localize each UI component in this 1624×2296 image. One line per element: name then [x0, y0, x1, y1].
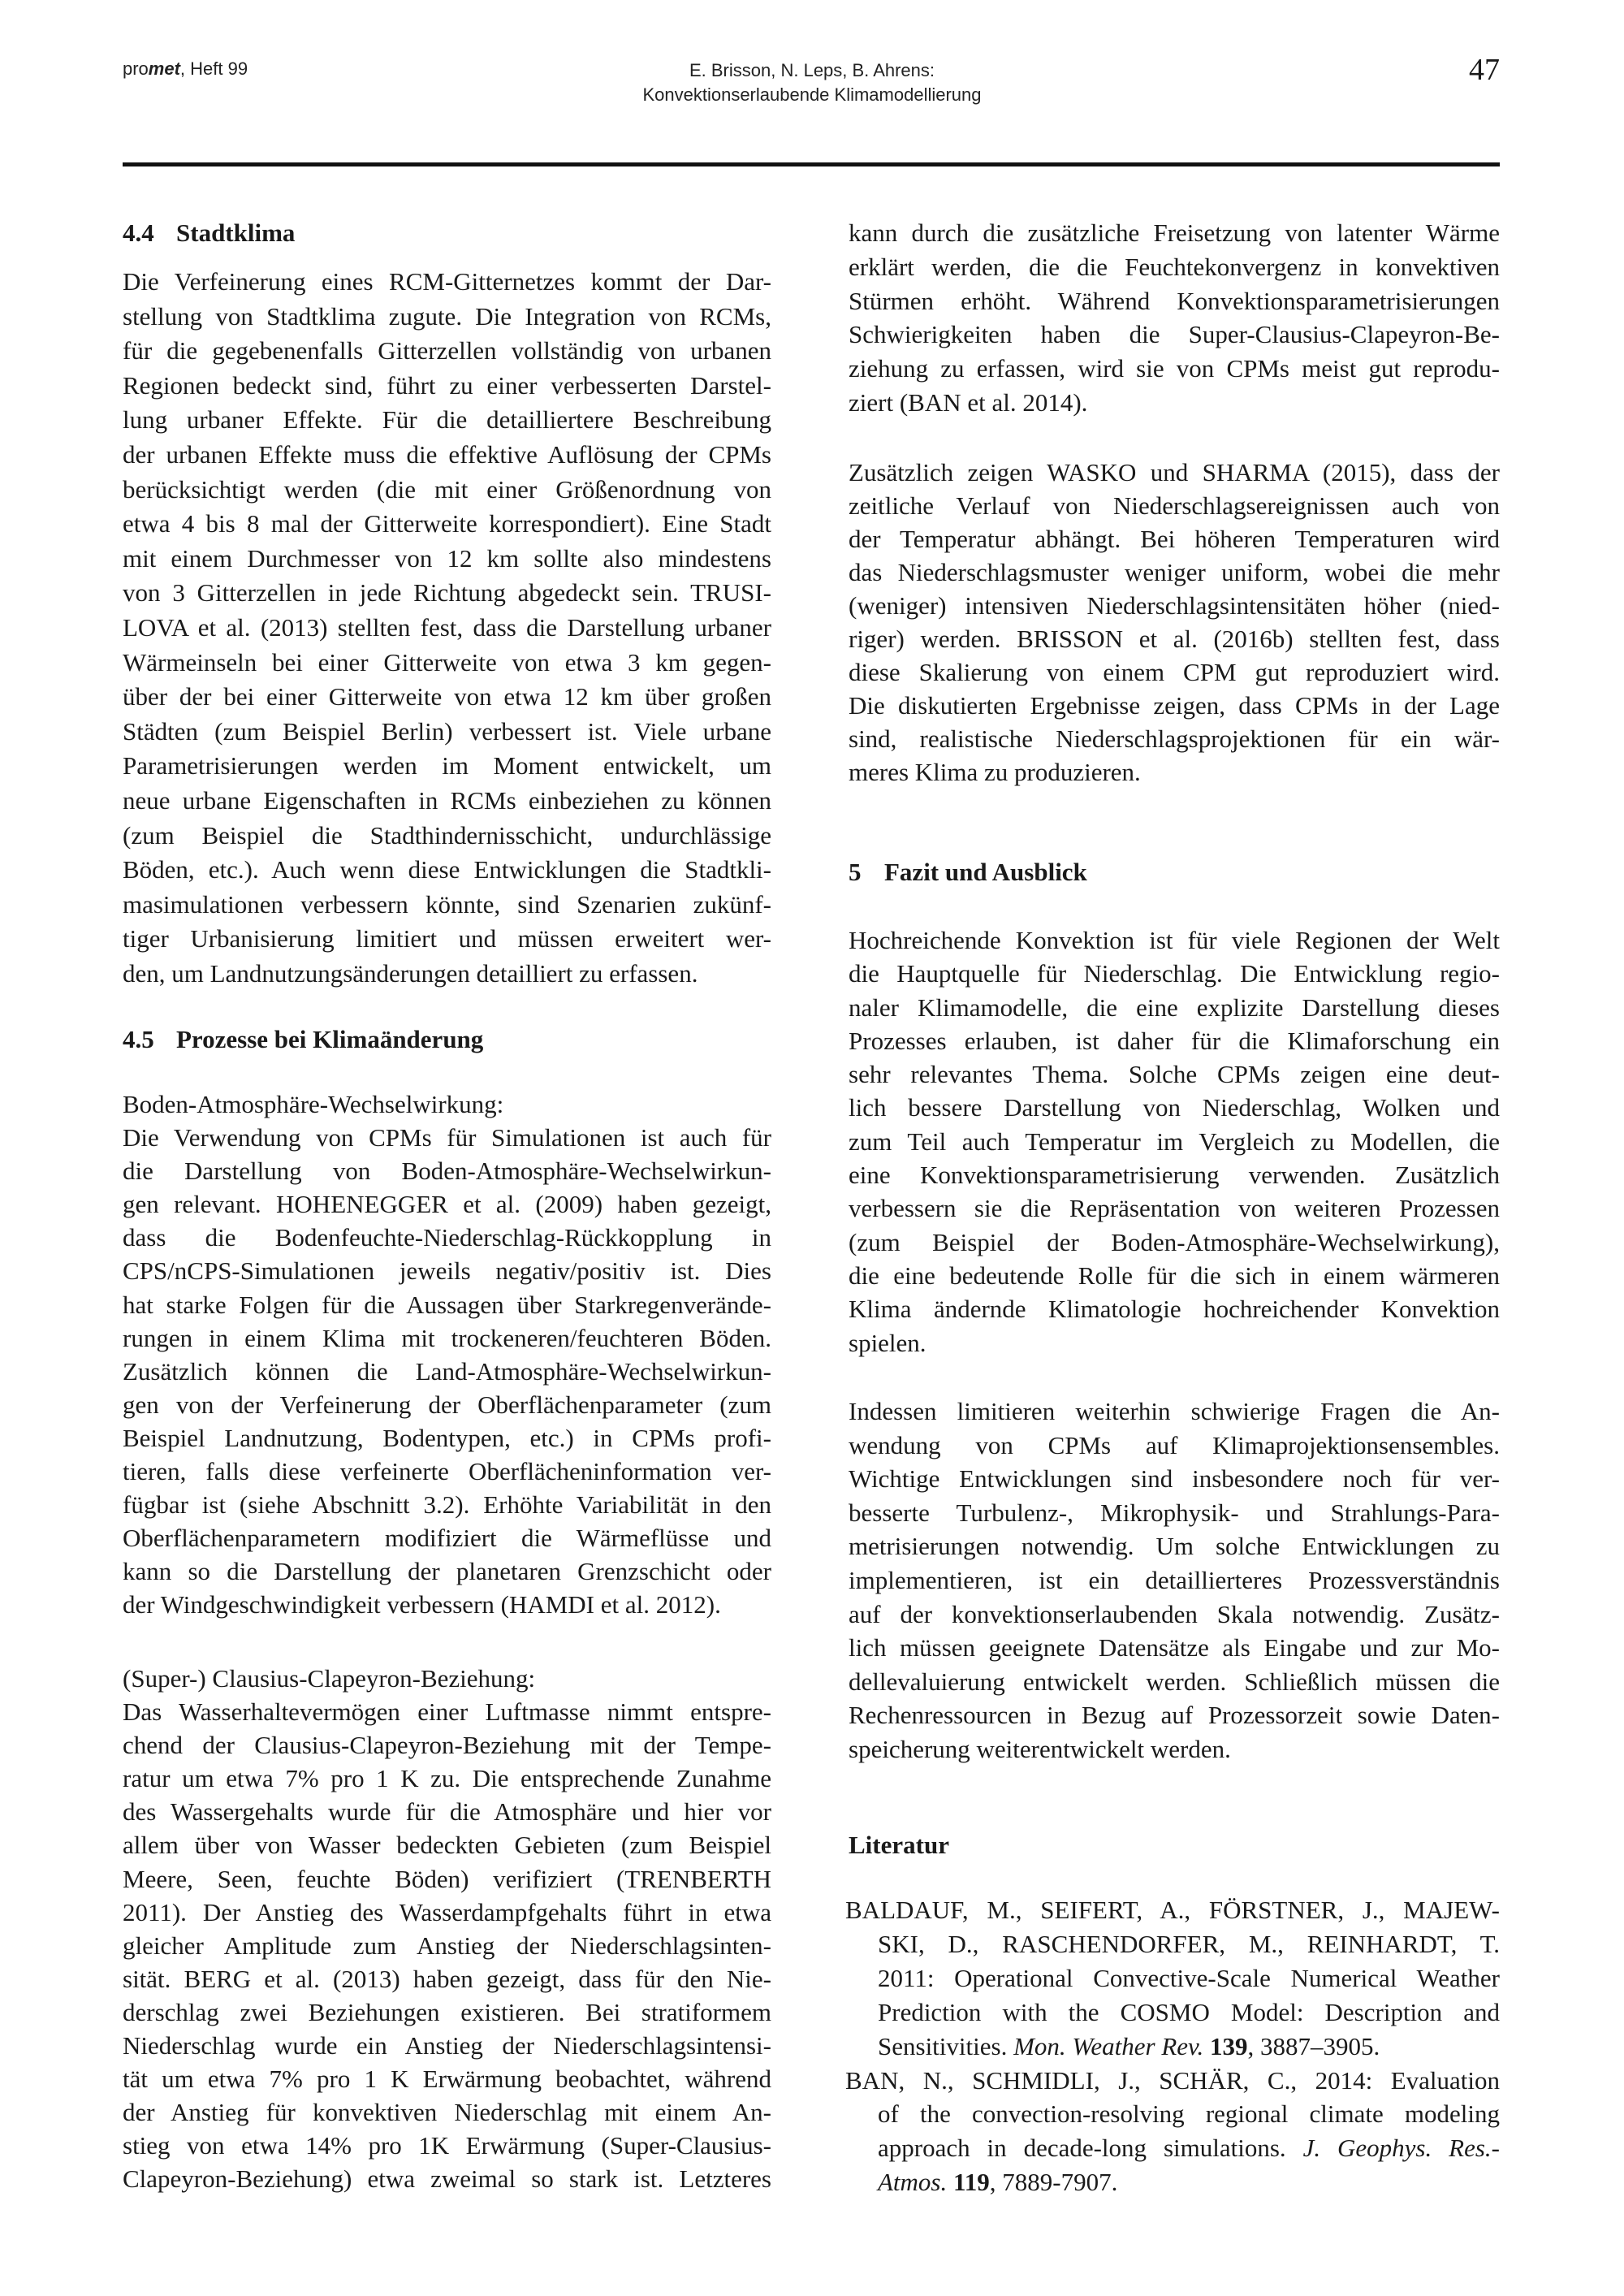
text-line: LOVA et al. (2013) stellten fest, dass die Darstellung urbaner — [123, 612, 771, 642]
text-line: diese Skalierung von einem CPM gut reproduziert wird. — [849, 658, 1500, 686]
section-title: Fazit und Ausblick — [884, 858, 1087, 886]
text-line: Die Verwendung von CPMs für Simulationen ist auch für — [123, 1123, 771, 1152]
text-line: das Niederschlagsmuster weniger uniform, wobei die mehr — [849, 558, 1500, 586]
paragraph-boden-atmosphaere — [123, 1087, 771, 1622]
text-line: Die Verfeinerung eines RCM-Gitternetzes kommt der Dar- — [123, 267, 771, 296]
reference-list — [845, 1893, 1500, 2199]
paragraph-fazit — [849, 923, 1500, 1360]
text-line: Niederschlag wurde ein Anstieg der Niederschlagsintensi- — [123, 2031, 771, 2060]
section-number: 4.5 — [123, 1025, 154, 1053]
text-line: rungen in einem Klima mit trockeneren/feuchteren Böden. — [123, 1323, 771, 1352]
reference-text: of the convection-resolving regional climate modeling — [878, 2099, 1500, 2129]
literature-heading: Literatur — [849, 1831, 949, 1859]
reference-line — [845, 2097, 1500, 2131]
text-line: tiger Urbanisierung limitiert und müssen erweitert wer- — [123, 924, 771, 953]
text-line: chend der Clausius-Clapeyron-Beziehung mit der Tempe- — [123, 1731, 771, 1760]
volume-number: 139 — [1209, 2031, 1248, 2060]
text-line: Schwierigkeiten haben die Super-Clausius-Clapeyron-Be- — [849, 320, 1500, 349]
journal-name: Mon. Weather Rev. — [1013, 2031, 1204, 2060]
text-line: Wärmeinseln bei einer Gitterweite von etwa 3 km gegen- — [123, 647, 771, 677]
text-line: gleicher Amplitude zum Anstieg der Niederschlagsinten- — [123, 1931, 771, 1960]
text-line: Regionen bedeckt sind, führt zu einer verbesserten Darstel- — [123, 370, 771, 400]
text-line: riger) werden. BRISSON et al. (2016b) stellten fest, dass — [849, 625, 1500, 653]
text-line: allem über von Wasser bedeckten Gebieten (zum Beispiel — [123, 1831, 771, 1860]
reference-text: , 3887–3905. — [1247, 2031, 1380, 2060]
text-line: hat starke Folgen für die Aussagen über Starkregenverände- — [123, 1290, 771, 1319]
text-line: Zusätzlich können die Land-Atmosphäre-Wechselwirkun- — [123, 1356, 771, 1386]
text-line: für die gegebenenfalls Gitterzellen vollständig von urbanen — [123, 336, 771, 365]
text-line: Wichtige Entwicklungen sind insbesondere noch für ver- — [849, 1464, 1500, 1494]
journal-name: J. Geophys. Res.- — [1302, 2134, 1501, 2163]
text-line: über der bei einer Gitterweite von etwa 12 km über großen — [123, 682, 771, 711]
text-line: CPS/nCPS-Simulationen jeweils negativ/positiv ist. Dies — [123, 1256, 771, 1286]
text-line: Meere, Seen, feuchte Böden) verifiziert (TRENBERTH — [123, 1864, 771, 1893]
reference-text: , 7889-7907. — [989, 2168, 1118, 2197]
text-line: sind, realistische Niederschlagsprojektionen für ein wär- — [849, 724, 1500, 753]
journal-prefix: pro — [123, 58, 149, 79]
text-line: sität. BERG et al. (2013) haben gezeigt, dass für den Nie- — [123, 1964, 771, 1993]
text-line: lung urbaner Effekte. Für die detailliertere Beschreibung — [123, 405, 771, 435]
reference-line — [845, 2131, 1500, 2165]
reference-text: Prediction with the COSMO Model: Description and — [878, 1997, 1500, 2026]
text-line: speicherung weiterentwickelt werden. — [849, 1734, 1231, 1763]
reference-line — [845, 1927, 1500, 1961]
paragraph-wasko-sharma — [849, 456, 1500, 789]
text-line: verbessern sie die Repräsentation von weiteren Prozessen — [849, 1194, 1500, 1223]
section-heading-5 — [849, 855, 1500, 889]
text-line: kann durch die zusätzliche Freisetzung von latenter Wärme — [849, 218, 1500, 247]
text-line: Prozesses erlauben, ist daher für die Klimaforschung ein — [849, 1026, 1500, 1055]
reference-text: SKI, D., RASCHENDORFER, M., REINHARDT, T. — [878, 1929, 1500, 1958]
section-number: 4.4 — [123, 218, 154, 247]
reference-item — [845, 2064, 1500, 2200]
text-line: metrisierungen notwendig. Um solche Entwicklungen zu — [849, 1532, 1500, 1561]
text-line: fügbar ist (siehe Abschnitt 3.2). Erhöhte Variabilität in den — [123, 1490, 771, 1520]
text-line: zum Teil auch Temperatur im Vergleich zu Modellen, die — [849, 1126, 1500, 1156]
text-line: lich bessere Darstellung von Niederschlag, Wolken und — [849, 1093, 1500, 1122]
text-line: Boden-Atmosphäre-Wechselwirkung: — [123, 1090, 504, 1118]
reference-text: BAN, N., SCHMIDLI, J., SCHÄR, C., 2014: Evaluation — [845, 2065, 1500, 2095]
text-line: tieren, falls diese verfeinerte Oberflächeninformation ver- — [123, 1457, 771, 1486]
running-header-article — [568, 58, 1056, 107]
text-line: auf der konvektionserlaubenden Skala notwendig. Zusätz- — [849, 1599, 1500, 1628]
text-line: implementieren, ist ein detaillierteres Prozessverständnis — [849, 1565, 1500, 1594]
text-line: wendung von CPMs auf Klimaprojektionsensembles. — [849, 1430, 1500, 1459]
text-line: der Temperatur abhängt. Bei höheren Temperaturen wird — [849, 525, 1500, 553]
text-line: Beispiel Landnutzung, Bodentypen, etc.) in CPMs profi- — [123, 1423, 771, 1452]
text-line: 2011). Der Anstieg des Wasserdampfgehalts führt in etwa — [123, 1897, 771, 1926]
text-line: spielen. — [849, 1328, 926, 1357]
text-line: gen von der Verfeinerung der Oberflächenparameter (zum — [123, 1390, 771, 1419]
text-line: (weniger) intensiven Niederschlagsintensitäten höher (nied- — [849, 591, 1500, 620]
text-line: lich müssen geeignete Datensätze als Eingabe und zur Mo- — [849, 1633, 1500, 1663]
text-line: Böden, etc.). Auch wenn diese Entwicklungen die Stadtkli- — [123, 855, 771, 884]
paragraph-continuation — [849, 216, 1500, 420]
text-line: der Anstieg für konvektiven Niederschlag mit einem An- — [123, 2098, 771, 2127]
text-line: erklärt werden, die die Feuchtekonvergenz in konvektiven — [849, 252, 1500, 281]
text-line: tät um etwa 7% pro 1 K Erwärmung beobachtet, während — [123, 2065, 771, 2094]
text-line: (Super-) Clausius-Clapeyron-Beziehung: — [123, 1664, 536, 1693]
text-line: neue urbane Eigenschaften in RCMs einbeziehen zu können — [123, 785, 771, 815]
text-line: stellung von Stadtklima zugute. Die Integration von RCMs, — [123, 301, 771, 331]
text-line: Das Wasserhaltevermögen einer Luftmasse nimmt entspre- — [123, 1697, 771, 1727]
reference-text: approach in decade-long simulations. — [878, 2134, 1303, 2163]
text-line: etwa 4 bis 8 mal der Gitterweite korrespondiert). Eine Stadt — [123, 509, 771, 538]
text-line: naler Klimamodelle, die eine explizite Darstellung dieses — [849, 992, 1500, 1022]
text-line: von 3 Gitterzellen in jede Richtung abgedeckt sein. TRUSI- — [123, 578, 771, 608]
text-line: Rechenressourcen in Bezug auf Prozessorzeit sowie Daten- — [849, 1701, 1500, 1730]
reference-text — [1203, 2032, 1210, 2060]
text-line: Die diskutierten Ergebnisse zeigen, dass CPMs in der Lage — [849, 691, 1500, 720]
reference-line — [845, 1961, 1500, 1995]
text-line: Indessen limitieren weiterhin schwierige Fragen die An- — [849, 1397, 1500, 1425]
text-line: Zusätzlich zeigen WASKO und SHARMA (2015), dass der — [849, 458, 1500, 486]
text-line: dass die Bodenfeuchte-Niederschlag-Rückkopplung in — [123, 1223, 771, 1252]
journal-brand: met — [148, 58, 180, 79]
running-header-journal — [123, 58, 248, 80]
paragraph-stadtklima — [123, 265, 771, 991]
reference-text: 2011: Operational Convective-Scale Numerical Weather — [878, 1963, 1500, 1992]
reference-text: Sensitivities. — [878, 2031, 1014, 2060]
text-line: besserte Turbulenz-, Mikrophysik- und Strahlungs-Para- — [849, 1498, 1500, 1527]
text-line: kann so die Darstellung der planetaren Grenzschicht oder — [123, 1557, 771, 1586]
journal-name: Atmos. — [878, 2168, 948, 2197]
volume-number: 119 — [953, 2168, 990, 2197]
text-line: den, um Landnutzungsänderungen detailliert zu erfassen. — [123, 958, 698, 988]
text-line: (zum Beispiel der Boden-Atmosphäre-Wechselwirkung), — [849, 1227, 1500, 1256]
text-line: gen relevant. HOHENEGGER et al. (2009) haben gezeigt, — [123, 1190, 771, 1219]
running-header-authors: E. Brisson, N. Leps, B. Ahrens: — [689, 60, 935, 80]
text-line: Clapeyron-Beziehung) etwa zweimal so stark ist. Letzteres — [123, 2164, 771, 2194]
text-line: der urbanen Effekte muss die effektive Auflösung der CPMs — [123, 439, 771, 469]
reference-line — [845, 2030, 1500, 2064]
section-heading-4-4 — [123, 216, 771, 250]
section-number: 5 — [849, 858, 862, 886]
paragraph-ausblick — [849, 1394, 1500, 1766]
text-line: der Windgeschwindigkeit verbessern (HAMDI et al. 2012). — [123, 1590, 721, 1619]
reference-line — [845, 1893, 1500, 1927]
text-line: die Hauptquelle für Niederschlag. Die Entwicklung regio- — [849, 959, 1500, 988]
journal-issue: , Heft 99 — [179, 58, 248, 79]
text-line: berücksichtigt werden (die mit einer Größenordnung von — [123, 474, 771, 504]
text-line: Hochreichende Konvektion ist für viele Regionen der Welt — [849, 926, 1500, 954]
text-line: die Darstellung von Boden-Atmosphäre-Wechselwirkun- — [123, 1157, 771, 1186]
text-line: ratur um etwa 7% pro 1 K zu. Die entsprechende Zunahme — [123, 1764, 771, 1793]
text-line: (zum Beispiel die Stadthindernisschicht, undurchlässige — [123, 820, 771, 850]
text-line: ziert (BAN et al. 2014). — [849, 387, 1088, 417]
text-line: die eine bedeutende Rolle für die sich in einem wärmeren — [849, 1260, 1500, 1290]
text-line: mit einem Durchmesser von 12 km sollte also mindestens — [123, 543, 771, 573]
text-line: des Wassergehalts wurde für die Atmosphäre und hier vor — [123, 1797, 771, 1827]
text-line: Parametrisierungen werden im Moment entwickelt, um — [123, 751, 771, 780]
text-line: masimulationen verbessern könnte, sind Szenarien zukünf- — [123, 889, 771, 919]
reference-item — [845, 1893, 1500, 2064]
section-title: Prozesse bei Klimaänderung — [176, 1025, 484, 1053]
reference-line — [845, 1995, 1500, 2030]
paragraph-clausius-clapeyron — [123, 1662, 771, 2196]
section-heading-4-5 — [123, 1023, 771, 1057]
reference-line — [845, 2064, 1500, 2098]
reference-line — [845, 2165, 1500, 2199]
reference-text: BALDAUF, M., SEIFERT, A., FÖRSTNER, J., MAJEW- — [845, 1896, 1500, 1924]
text-line: zeitliche Verlauf von Niederschlagsereignissen auch von — [849, 491, 1500, 520]
text-line: dellevaluierung entwickelt werden. Schließlich müssen die — [849, 1667, 1500, 1696]
text-line: sehr relevantes Thema. Solche CPMs zeigen eine deut- — [849, 1060, 1500, 1089]
text-line: meres Klima zu produzieren. — [849, 758, 1141, 786]
text-line: ziehung zu erfassen, wird sie von CPMs meist gut reprodu- — [849, 354, 1500, 383]
text-line: stieg von etwa 14% pro 1K Erwärmung (Super-Clausius- — [123, 2131, 771, 2160]
text-line: derschlag zwei Beziehungen existieren. Bei stratiformem — [123, 1997, 771, 2026]
text-line: eine Konvektionsparametrisierung verwenden. Zusätzlich — [849, 1161, 1500, 1190]
text-line: Klima ändernde Klimatologie hochreichender Konvektion — [849, 1295, 1500, 1324]
text-line: Oberflächenparametern modifiziert die Wärmeflüsse und — [123, 1524, 771, 1553]
header-rule — [123, 162, 1500, 166]
page-number: 47 — [1469, 53, 1500, 87]
text-line: Städten (zum Beispiel Berlin) verbessert ist. Viele urbane — [123, 716, 771, 746]
reference-text — [947, 2168, 953, 2196]
section-title: Stadtklima — [176, 218, 296, 247]
running-header-title: Konvektionserlaubende Klimamodellierung — [642, 84, 982, 105]
text-line: Stürmen erhöht. Während Konvektionsparametrisierungen — [849, 286, 1500, 315]
